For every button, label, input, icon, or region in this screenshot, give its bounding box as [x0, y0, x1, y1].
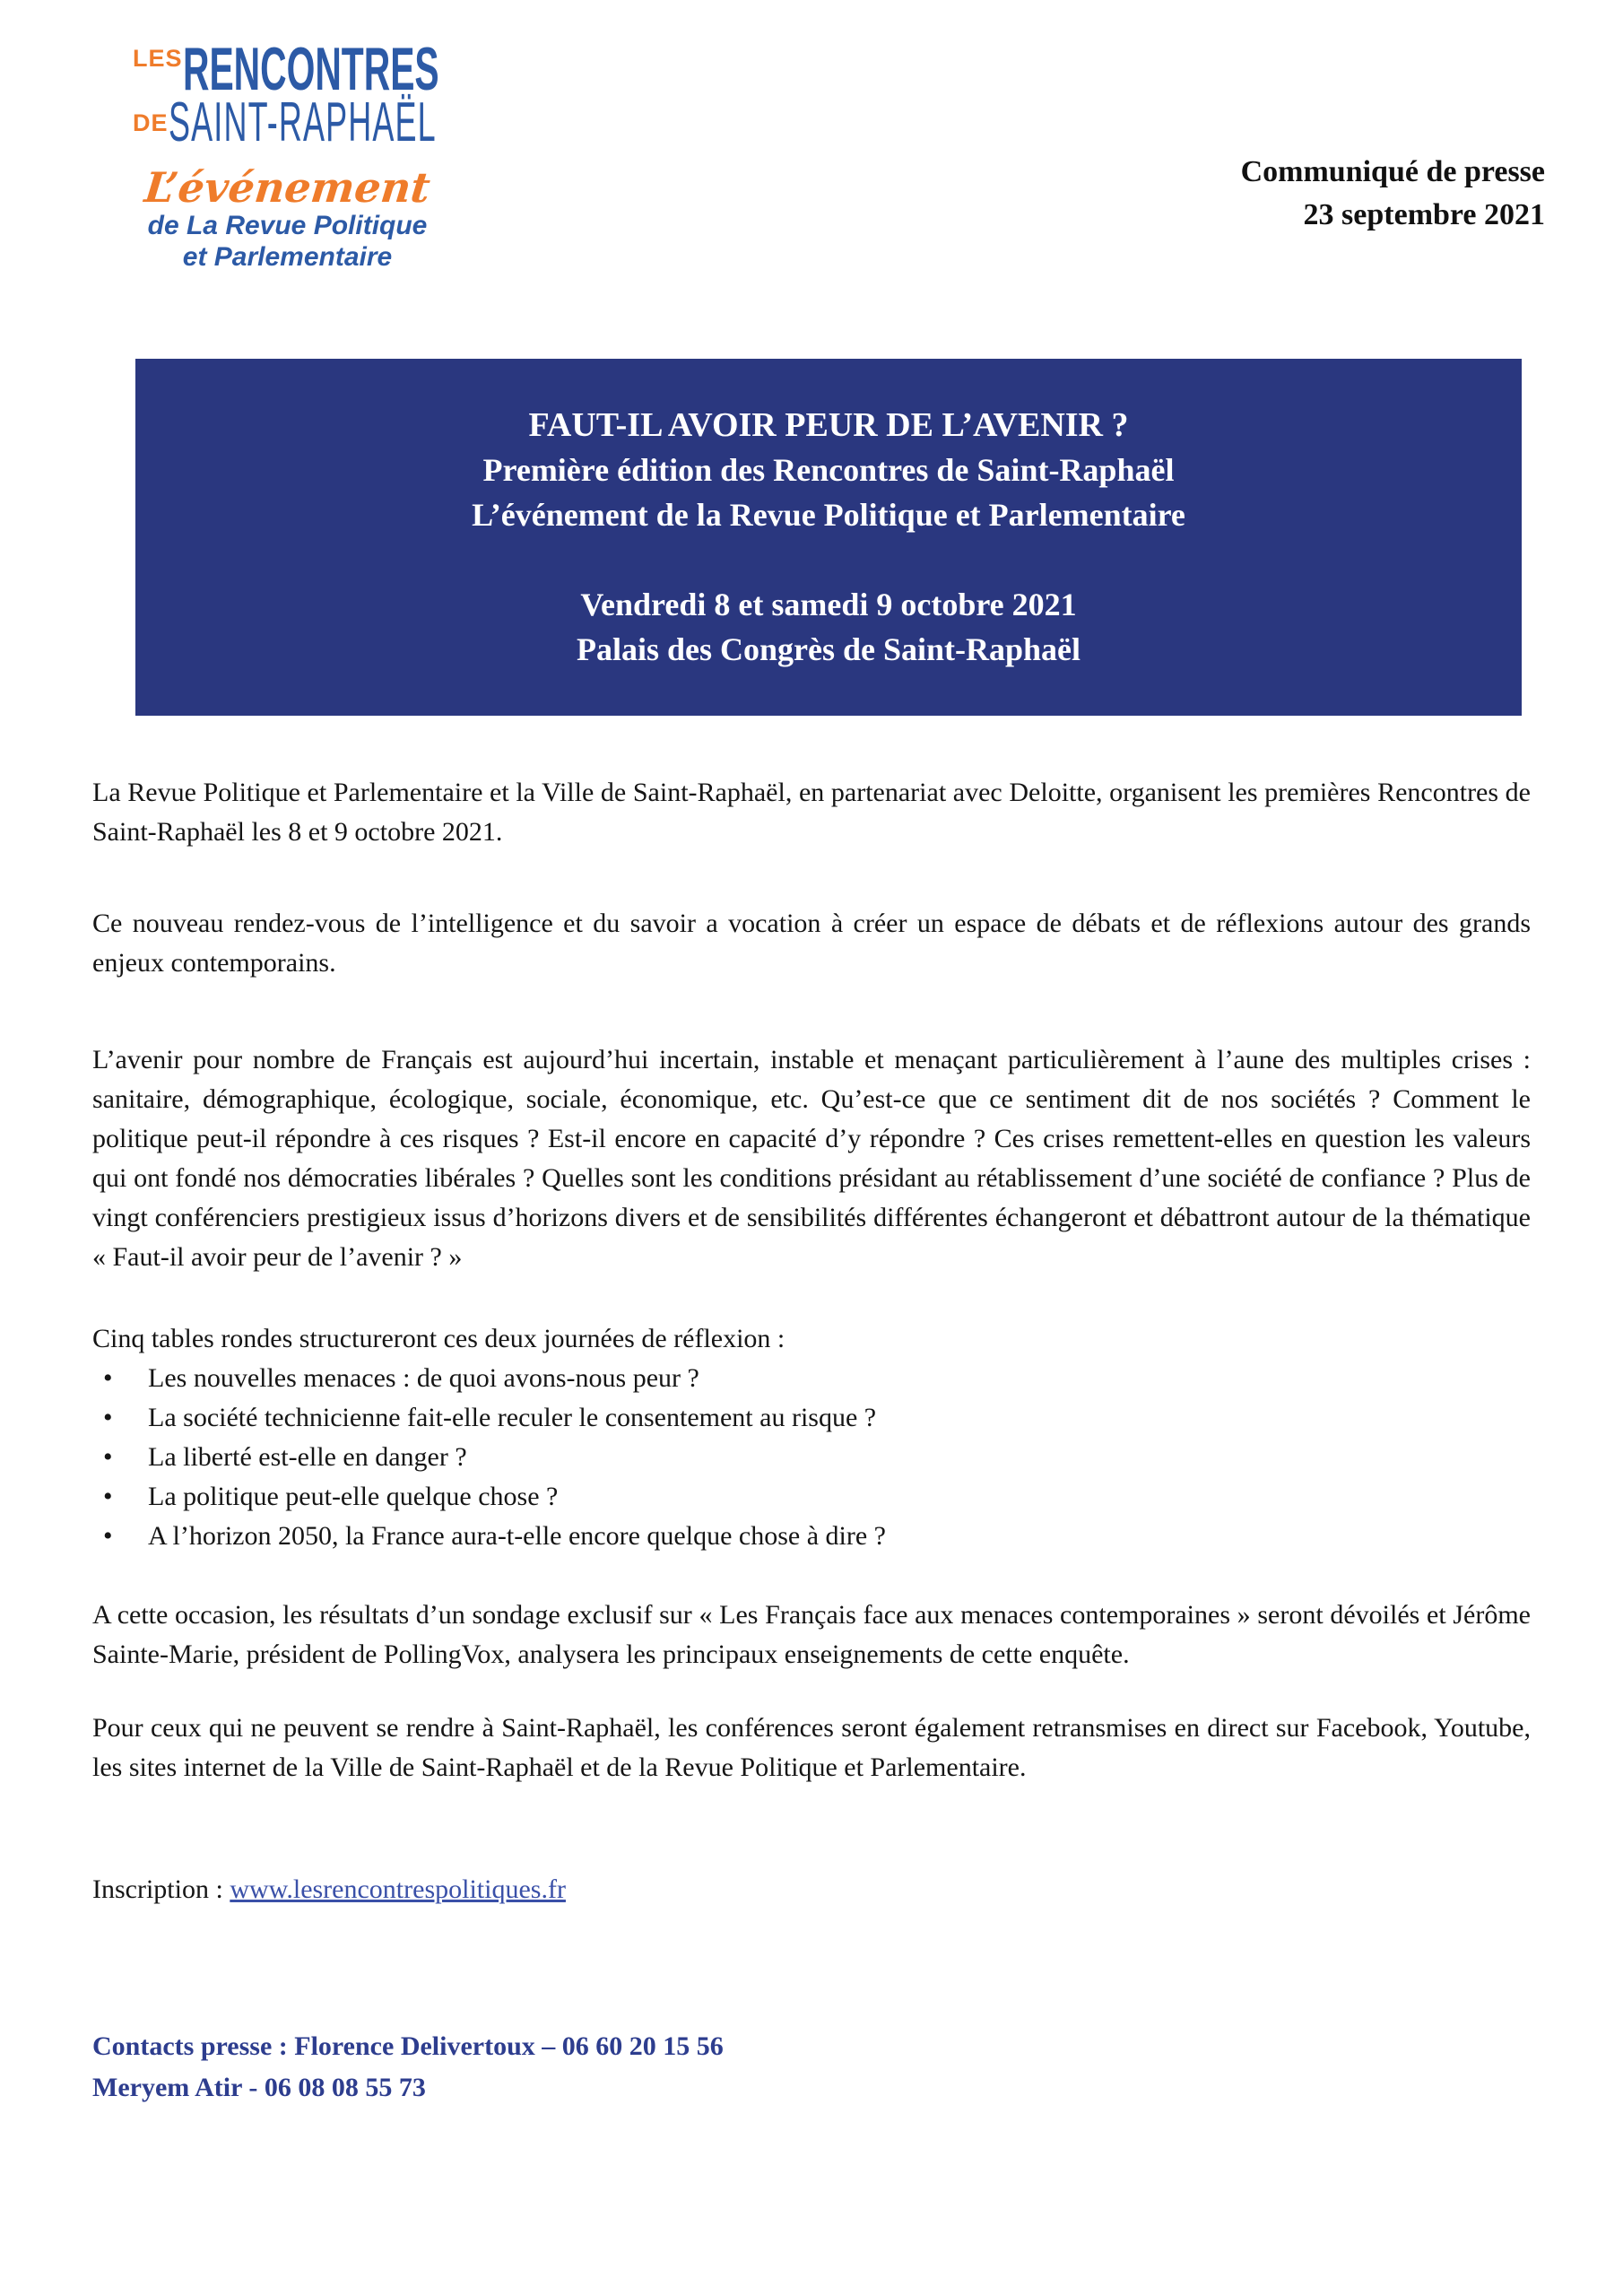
- press-contact-line-2: Meryem Atir - 06 08 08 55 73: [92, 2073, 426, 2102]
- list-item-text: La politique peut-elle quelque chose ?: [148, 1482, 559, 1511]
- banner-subtitle-1: Première édition des Rencontres de Saint-Raphaël: [482, 452, 1175, 488]
- list-item: [92, 1359, 1531, 1398]
- list-item-text: La société technicienne fait-elle reculer le consentement au risque ?: [148, 1403, 877, 1432]
- press-release-body: [92, 773, 1531, 2109]
- press-contact-line-1: Contacts presse : Florence Delivertoux – 06 60 20 15 56: [92, 2031, 724, 2061]
- tables-rondes-intro: Cinq tables rondes structureront ces deux journées de réflexion :: [92, 1324, 785, 1353]
- logo-tagline-line1: de La Revue Politique: [147, 211, 428, 240]
- tables-rondes-list: [92, 1359, 1531, 1556]
- press-release-label: Communiqué de presse: [1240, 155, 1545, 188]
- logo-saint-raphael-text: SAINT-RAPHAËL: [168, 91, 437, 153]
- paragraph-sondage: A cette occasion, les résultats d’un sondage exclusif sur « Les Français face aux menaces contemporaines » seront dévoilés et Jérôme Sainte-Marie, président de PollingVox, analysera les principaux enseignements de cette enquête.: [92, 1600, 1531, 1669]
- press-release-header: [1241, 151, 1545, 237]
- logo-row-rencontres: [133, 35, 442, 103]
- list-item-text: Les nouvelles menaces : de quoi avons-nous peur ?: [148, 1363, 699, 1393]
- banner-title: FAUT-IL AVOIR PEUR DE L’AVENIR ?: [528, 406, 1129, 444]
- logo-rencontres-text: RENCONTRES: [182, 35, 439, 103]
- logo-tagline-script: L’événement: [142, 163, 433, 212]
- logo-row-saint-raphael: [133, 91, 442, 153]
- inscription-label: Inscription :: [92, 1874, 230, 1904]
- paragraph-intro: La Revue Politique et Parlementaire et la Ville de Saint-Raphaël, en partenariat avec Deloitte, organisent les premières Rencontres de Saint-Raphaël les 8 et 9 octobre 2021.: [92, 778, 1531, 847]
- banner-venue-line: Palais des Congrès de Saint-Raphaël: [576, 631, 1081, 667]
- list-item-text: La liberté est-elle en danger ?: [148, 1442, 467, 1472]
- list-item: [92, 1398, 1531, 1438]
- inscription-link[interactable]: www.lesrencontrespolitiques.fr: [230, 1874, 566, 1904]
- event-banner: [135, 359, 1522, 716]
- list-item: [92, 1438, 1531, 1477]
- list-item: [92, 1517, 1531, 1556]
- paragraph-rendezvous: Ce nouveau rendez-vous de l’intelligence et du savoir a vocation à créer un espace de débats et de réflexions autour des grands enjeux contemporains.: [92, 909, 1531, 978]
- list-item-text: A l’horizon 2050, la France aura-t-elle encore quelque chose à dire ?: [148, 1521, 886, 1551]
- inscription-line: [92, 1870, 1531, 1909]
- banner-subtitle-2: L’événement de la Revue Politique et Parlementaire: [472, 497, 1185, 533]
- logo-tagline-line2: et Parlementaire: [182, 242, 393, 272]
- list-item: [92, 1477, 1531, 1517]
- logo-les-text: LES: [133, 45, 183, 72]
- rencontres-logo: [133, 35, 442, 273]
- banner-date-line: Vendredi 8 et samedi 9 octobre 2021: [580, 587, 1077, 622]
- paragraph-avenir: L’avenir pour nombre de Français est aujourd’hui incertain, instable et menaçant particulièrement à l’aune des multiples crises : sanitaire, démographique, écologique, sociale, économique, etc. Qu’est-ce que ce sentiment dit de nos sociétés ? Comment le politique peut-il répondre à ces risques ? Est-il encore en capacité d’y répondre ? Ces crises remettent-elles en question les valeurs qui ont fondé nos démocraties libérales ? Quelles sont les conditions présidant au rétablissement d’une société de confiance ? Plus de vingt conférenciers prestigieux issus d’horizons divers et de sensibilités différentes échangeront et débattront autour de la thématique « Faut-il avoir peur de l’avenir ? »: [92, 1045, 1531, 1272]
- paragraph-retransmission: Pour ceux qui ne peuvent se rendre à Saint-Raphaël, les conférences seront également retransmises en direct sur Facebook, Youtube, les sites internet de la Ville de Saint-Raphaël et de la Revue Politique et Parlementaire.: [92, 1713, 1531, 1782]
- logo-de-text: DE: [133, 109, 169, 136]
- press-contacts: [92, 2026, 1531, 2109]
- press-release-date: 23 septembre 2021: [1303, 198, 1545, 231]
